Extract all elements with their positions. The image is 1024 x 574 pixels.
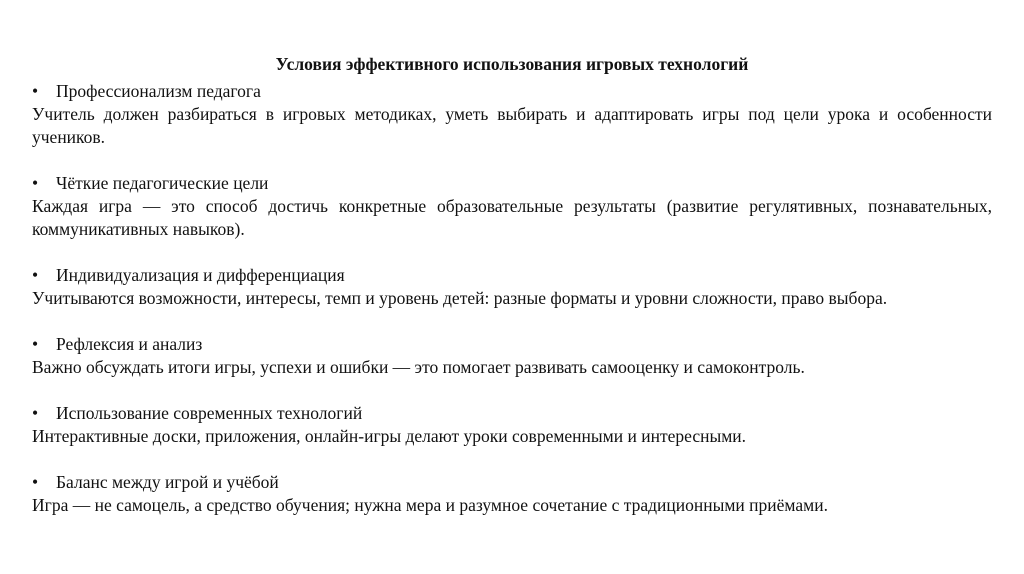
condition-item-technologies — [32, 402, 992, 448]
condition-heading-line — [32, 80, 992, 103]
condition-description: Интерактивные доски, приложения, онлайн-игры делают уроки современными и интересными. — [32, 426, 747, 446]
bullet-icon: • — [32, 403, 39, 423]
condition-heading: Индивидуализация и дифференциация — [56, 265, 345, 285]
condition-item-goals — [32, 172, 992, 241]
condition-heading-line — [32, 264, 992, 287]
condition-heading: Рефлексия и анализ — [56, 334, 203, 354]
bullet-icon: • — [32, 173, 39, 193]
condition-heading: Использование современных технологий — [56, 403, 363, 423]
condition-description: Учитель должен разбираться в игровых методиках, уметь выбирать и адаптировать игры под цели урока и особенности учеников. — [32, 104, 992, 147]
slide-title: Условия эффективного использования игровых технологий — [275, 54, 749, 74]
bullet-icon: • — [32, 81, 39, 101]
condition-description: Важно обсуждать итоги игры, успехи и ошибки — это помогает развивать самооценку и самоконтроль. — [32, 357, 805, 377]
condition-item-individualization — [32, 264, 992, 310]
condition-description: Каждая игра — это способ достичь конкретные образовательные результаты (развитие регулятивных, познавательных, коммуникативных навыков). — [32, 196, 992, 239]
condition-description: Учитываются возможности, интересы, темп и уровень детей: разные форматы и уровни сложности, право выбора. — [32, 288, 888, 308]
condition-heading-line — [32, 333, 992, 356]
bullet-icon: • — [32, 265, 39, 285]
bullet-icon: • — [32, 472, 39, 492]
condition-heading-line — [32, 402, 992, 425]
condition-heading: Чёткие педагогические цели — [56, 173, 269, 193]
condition-item-reflection — [32, 333, 992, 379]
bullet-icon: • — [32, 334, 39, 354]
condition-heading-line — [32, 471, 992, 494]
condition-heading: Баланс между игрой и учёбой — [56, 472, 279, 492]
condition-item-professionalism — [32, 80, 992, 149]
condition-description: Игра — не самоцель, а средство обучения; нужна мера и разумное сочетание с традиционными приёмами. — [32, 495, 828, 515]
condition-heading: Профессионализм педагога — [56, 81, 261, 101]
condition-item-balance — [32, 471, 992, 517]
condition-heading-line — [32, 172, 992, 195]
